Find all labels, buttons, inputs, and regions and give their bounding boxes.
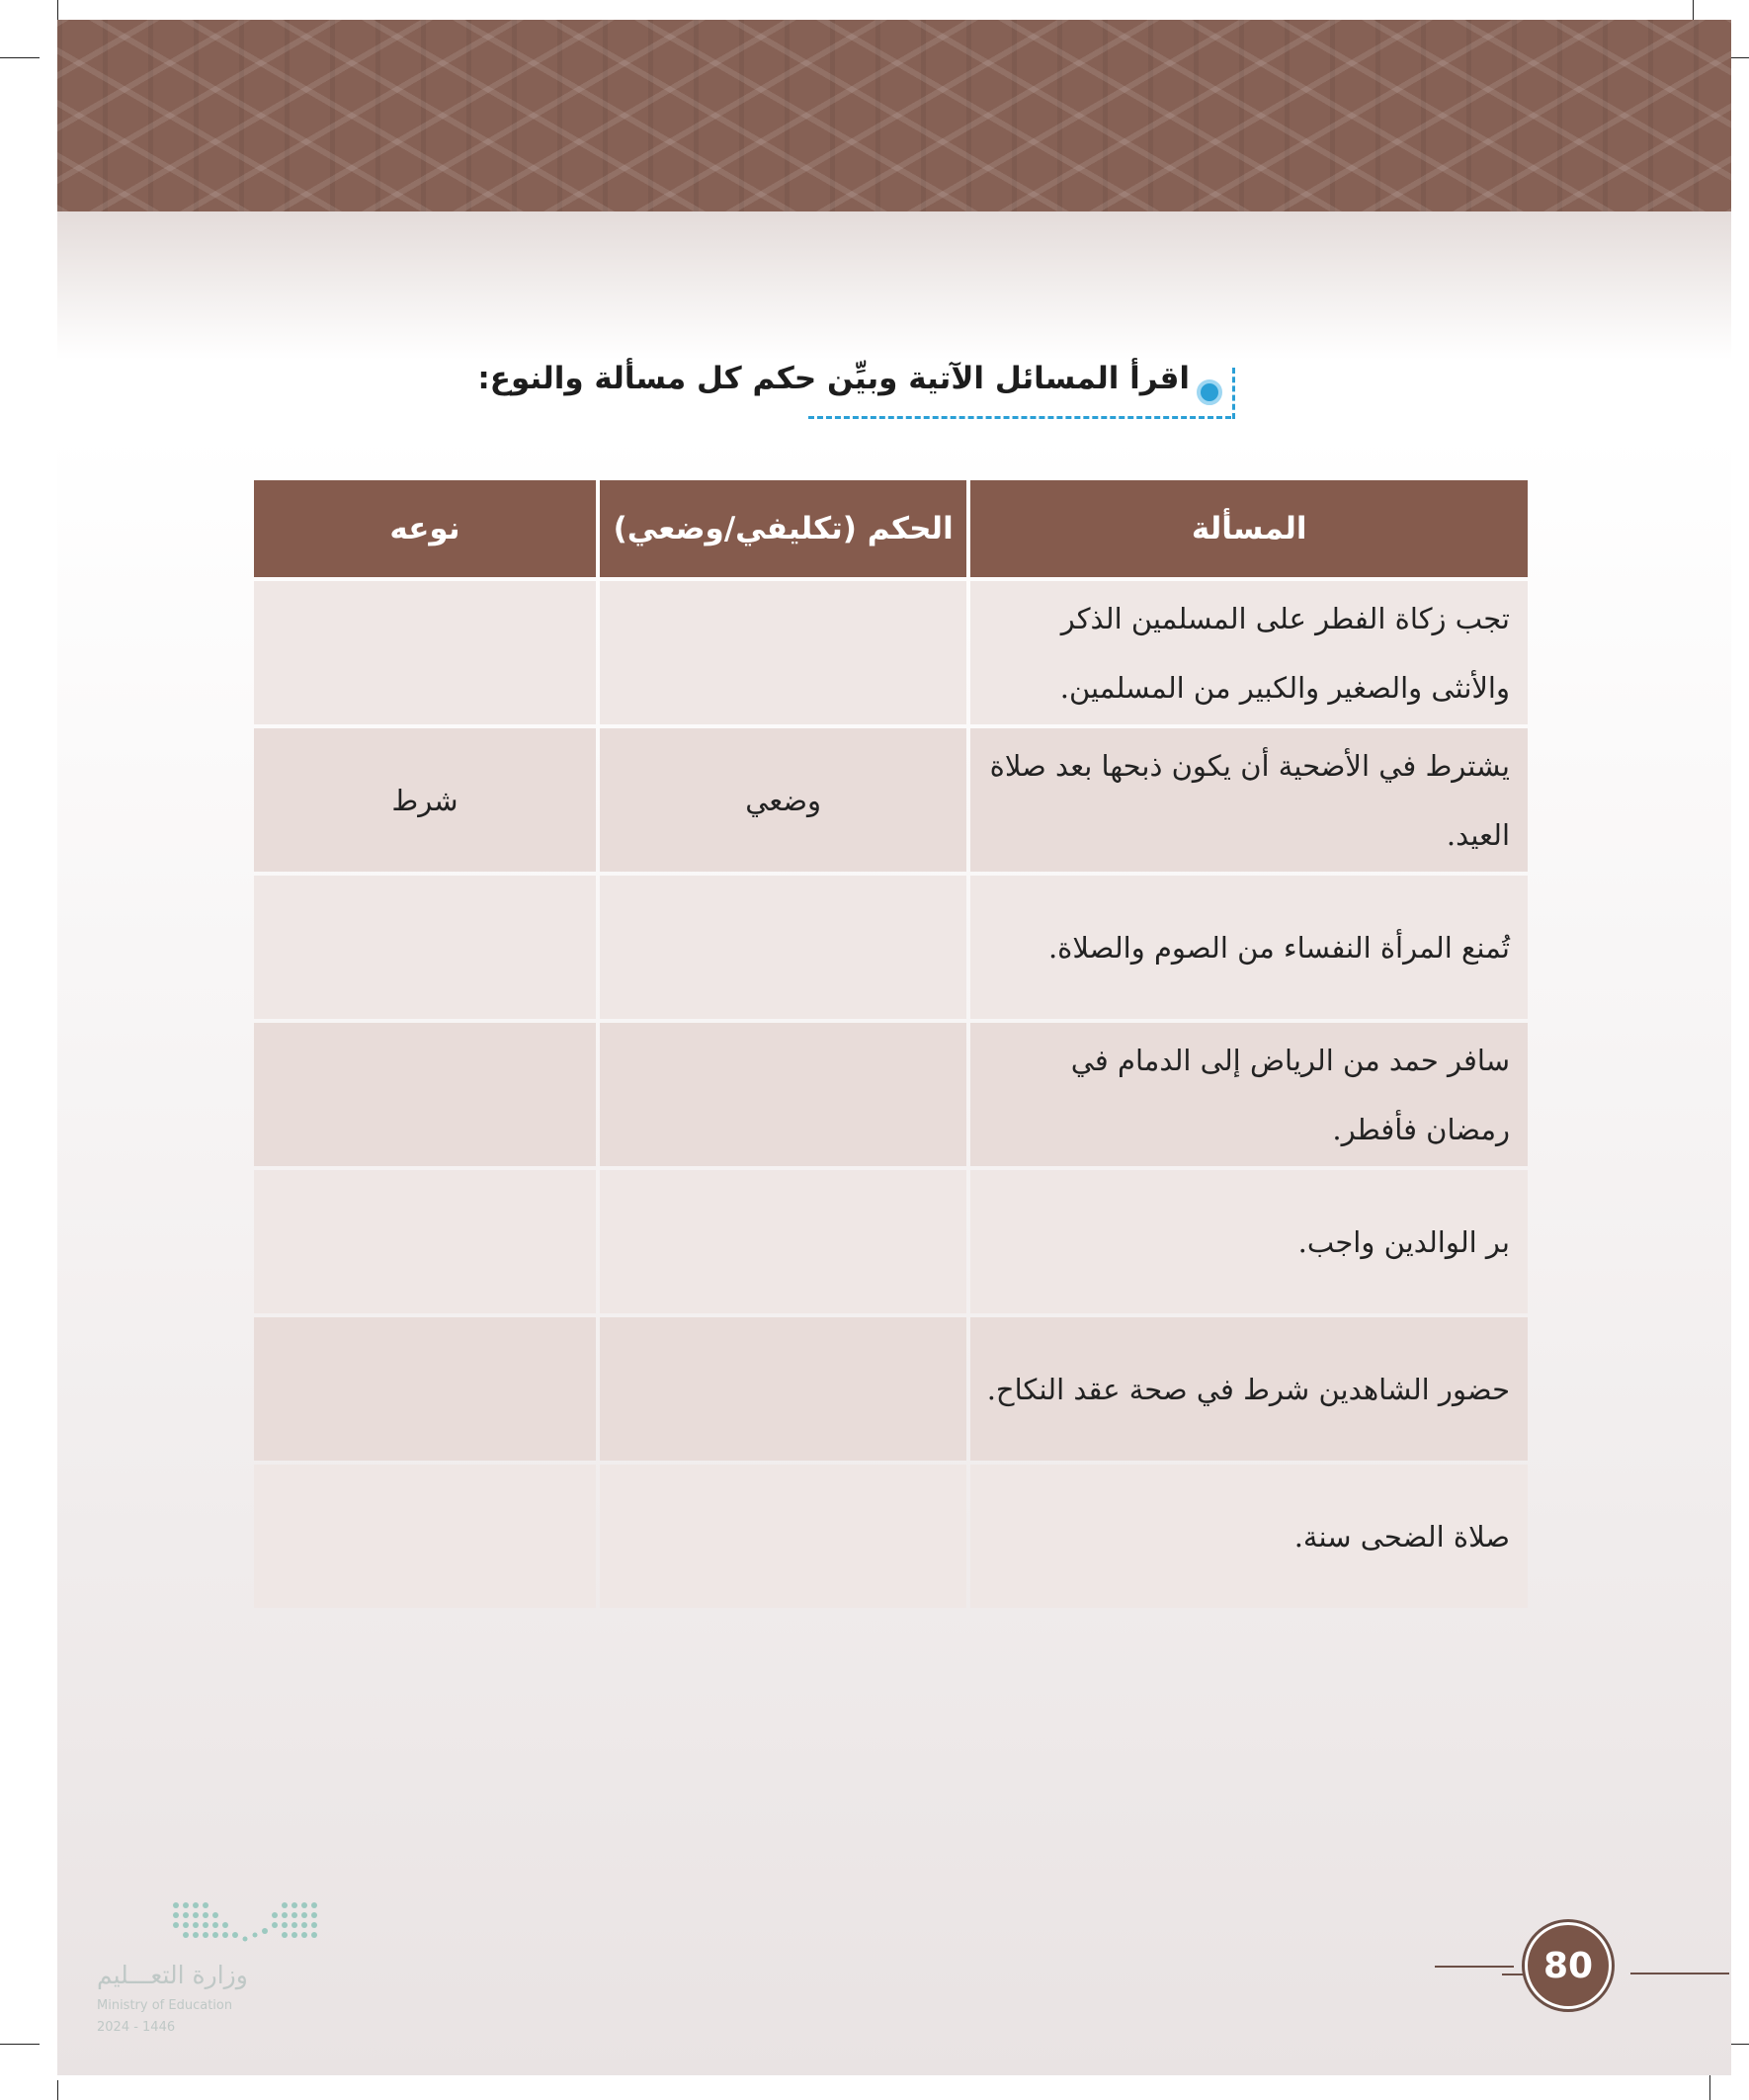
page-number-rule bbox=[1435, 1966, 1514, 1968]
header-ruling: الحكم (تكليفي/وضعي) bbox=[600, 480, 966, 577]
crop-mark bbox=[0, 57, 40, 58]
ministry-name-en: Ministry of Education bbox=[97, 1998, 233, 2013]
type-cell[interactable] bbox=[254, 1465, 596, 1608]
ruling-cell[interactable] bbox=[600, 1170, 966, 1313]
type-cell[interactable] bbox=[254, 1170, 596, 1313]
question-cell: يشترط في الأضحية أن يكون ذبحها بعد صلاة العيد. bbox=[970, 728, 1528, 872]
question-cell: بر الوالدين واجب. bbox=[970, 1170, 1528, 1313]
ruling-cell[interactable] bbox=[600, 581, 966, 724]
ruling-cell[interactable] bbox=[600, 1465, 966, 1608]
header-fade bbox=[57, 211, 1731, 360]
crop-mark bbox=[57, 0, 58, 20]
type-cell[interactable] bbox=[254, 1317, 596, 1461]
table-row bbox=[254, 876, 1528, 1019]
ministry-year: 2024 - 1446 bbox=[97, 2020, 176, 2035]
ministry-logo-icon bbox=[170, 1897, 323, 1947]
header-question: المسألة bbox=[970, 480, 1528, 577]
ruling-cell[interactable]: وضعي bbox=[600, 728, 966, 872]
table-header-row bbox=[254, 480, 1528, 577]
ruling-cell[interactable] bbox=[600, 876, 966, 1019]
table-row bbox=[254, 1317, 1528, 1461]
crop-mark bbox=[1693, 0, 1694, 20]
crop-mark bbox=[57, 2080, 58, 2100]
decorative-header-pattern bbox=[57, 20, 1731, 211]
question-cell: حضور الشاهدين شرط في صحة عقد النكاح. bbox=[970, 1317, 1528, 1461]
instruction-text: اقرأ المسائل الآتية وبيِّن حكم كل مسألة والنوع: bbox=[477, 360, 1190, 396]
crop-mark bbox=[0, 2044, 40, 2045]
instruction-underline bbox=[808, 416, 1231, 419]
question-cell: سافر حمد من الرياض إلى الدمام في رمضان فأفطر. bbox=[970, 1023, 1528, 1166]
ruling-cell[interactable] bbox=[600, 1317, 966, 1461]
question-cell: تُمنع المرأة النفساء من الصوم والصلاة. bbox=[970, 876, 1528, 1019]
table-row bbox=[254, 1465, 1528, 1608]
type-cell[interactable]: شرط bbox=[254, 728, 596, 872]
instruction-heading bbox=[247, 359, 1235, 396]
type-cell[interactable] bbox=[254, 876, 596, 1019]
table-row bbox=[254, 1170, 1528, 1313]
table-row bbox=[254, 1023, 1528, 1166]
page-number-rule bbox=[1630, 1973, 1729, 1974]
question-cell: صلاة الضحى سنة. bbox=[970, 1465, 1528, 1608]
ruling-cell[interactable] bbox=[600, 1023, 966, 1166]
question-cell: تجب زكاة الفطر على المسلمين الذكر والأنثى والصغير والكبير من المسلمين. bbox=[970, 581, 1528, 724]
page-number: 80 bbox=[1528, 1925, 1609, 2006]
table-row bbox=[254, 728, 1528, 872]
exercise-table bbox=[250, 476, 1532, 1612]
table-row bbox=[254, 581, 1528, 724]
type-cell[interactable] bbox=[254, 581, 596, 724]
header-type: نوعه bbox=[254, 480, 596, 577]
type-cell[interactable] bbox=[254, 1023, 596, 1166]
ministry-name-ar: وزارة التعـــليم bbox=[97, 1961, 248, 1989]
